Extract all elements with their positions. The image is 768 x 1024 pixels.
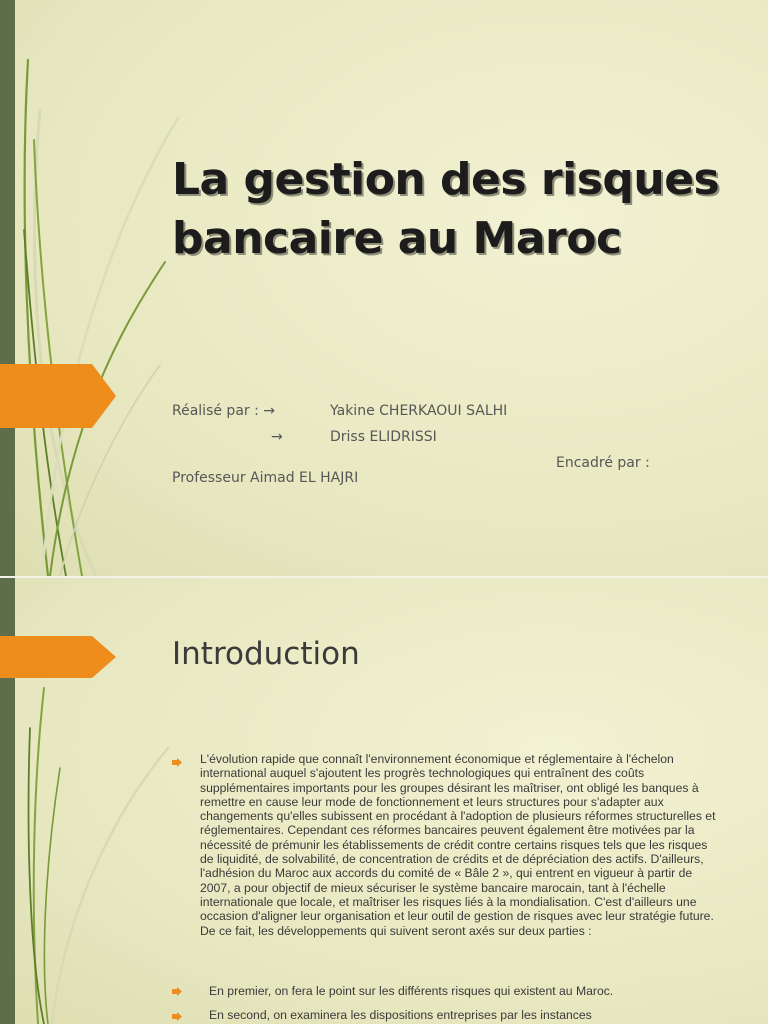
slide-title: La gestion des risques bancaire au Maroc <box>172 154 720 264</box>
orange-arrow-marker <box>0 636 116 700</box>
section-heading: Introduction <box>172 636 360 672</box>
arrow-right-icon: → <box>271 429 283 445</box>
arrow-bullet-icon <box>172 1012 182 1021</box>
arrow-bullet-icon <box>172 758 182 767</box>
professor-name: Professeur Aimad EL HAJRI <box>172 470 359 486</box>
author-1: Yakine CHERKAOUI SALHI <box>330 403 508 419</box>
orange-arrow-marker <box>0 364 116 428</box>
intro-paragraph: L'évolution rapide que connaît l'environnement économique et réglementaire à l'échelon international auquel s'ajoutent les progrès technologiques qui entraînent des coûts supplémentaires importants pour les groupes désirant les maîtriser, ont obligé les banques à remettre en cause leur mode de fonctionnement et leurs structures pour s'adapter aux changements qu'elles subissent en procédant à l'adoption de plusieurs réformes structurelles et réglementaires. Cependant ces réformes bancaires peuvent également être motivées par la nécessité de prémunir les établissements de crédit contre certains risques tels que les risques de liquidité, de solvabilité, de concentration de crédits et de dépréciation des actifs. D'ailleurs, l'adhésion du Maroc aux accords du comité de « Bâle 2 », qui entrent en vigueur à partir de 2007, a pour objectif de mieux sécuriser le système bancaire marocain, tant à l'échelle internationale que locale, et maîtriser les risques liés à la mondialisation. C'est d'ailleurs une occasion d'aligner leur organisation et leur outil de gestion de risques avec leur stratégie future. De ce fait, les développements qui suivent seront axés sur deux parties : <box>200 752 716 938</box>
list-item: En second, on examinera les dispositions entreprises par les instances <box>209 1008 592 1022</box>
list-item: En premier, on fera le point sur les différents risques qui existent au Maroc. <box>209 984 614 998</box>
arrow-bullet-icon <box>172 987 182 996</box>
author-2: Driss ELIDRISSI <box>330 429 437 445</box>
realise-label: Réalisé par : → <box>172 403 275 419</box>
encadre-label: Encadré par : <box>556 455 650 471</box>
